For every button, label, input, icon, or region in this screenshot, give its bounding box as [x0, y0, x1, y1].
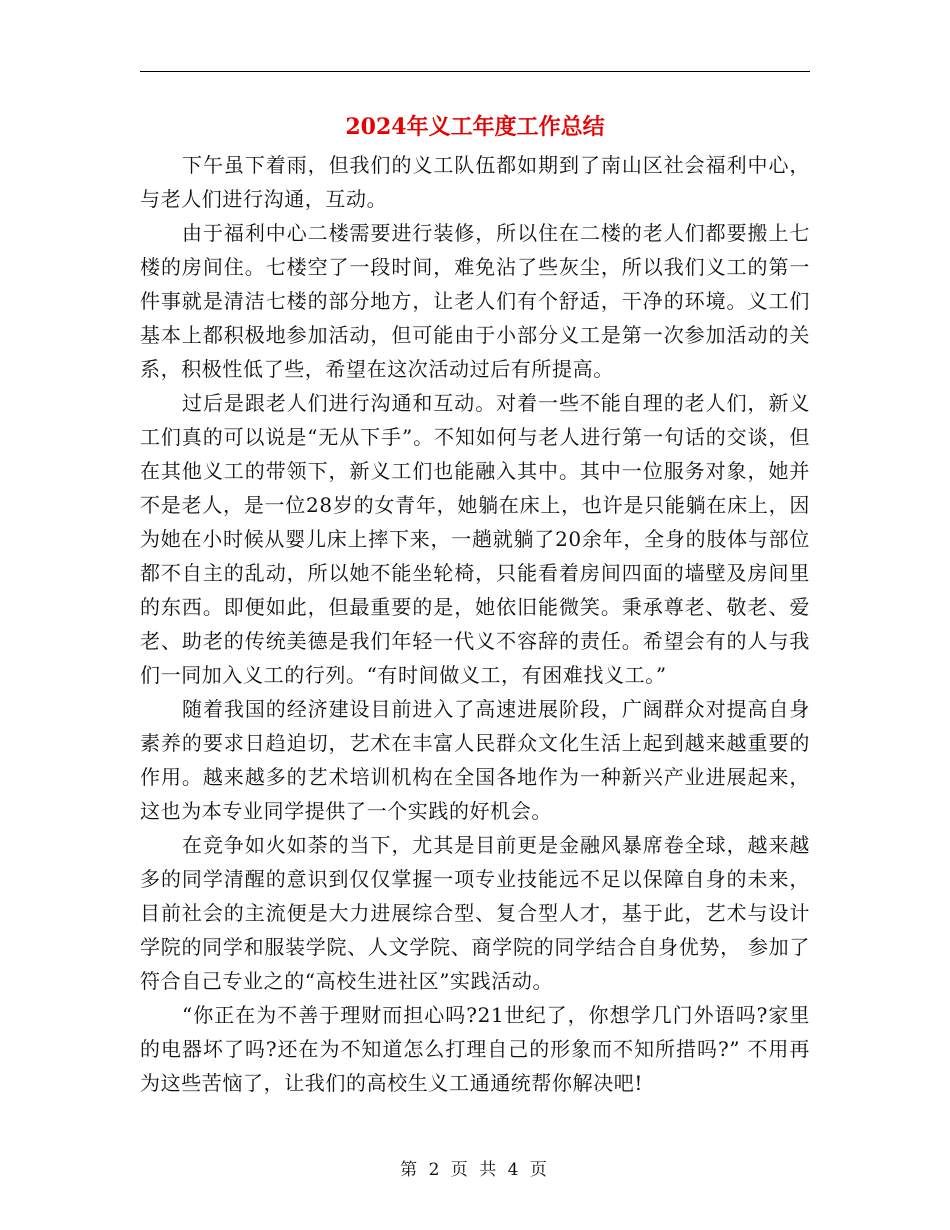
paragraph: 下午虽下着雨，但我们的义工队伍都如期到了南山区社会福利中心，与老人们进行沟通，互动。 — [140, 153, 810, 211]
paragraph: 在竞争如火如荼的当下，尤其是目前更是金融风暴席卷全球，越来越多的同学清醒的意识到仅仅掌握一项专业技能远不足以保障自身的未来，目前社会的主流便是大力进展综合型、复合型人才，基于此，艺术与设计学院的同学和服装学院、人文学院、商学院的同学结合自身优势， 参加了符合自己专业之的“高校生进社区”实践活动。 — [140, 833, 810, 993]
document-body — [140, 148, 810, 1100]
paragraph: 随着我国的经济建设目前进入了高速进展阶段，广阔群众对提高自身素养的要求日趋迫切，艺术在丰富人民群众文化生活上起到越来越重要的作用。越来越多的艺术培训机构在全国各地作为一种新兴产业进展起来，这也为本专业同学提供了一个实践的好机会。 — [140, 697, 810, 823]
page-footer: 第 2 页 共 4 页 — [400, 1160, 550, 1180]
paragraph: 由于福利中心二楼需要进行装修，所以住在二楼的老人们都要搬上七楼的房间住。七楼空了一段时间，难免沾了些灰尘，所以我们义工的第一件事就是清洁七楼的部分地方，让老人们有个舒适，干净的环境。义工们基本上都积极地参加活动，但可能由于小部分义工是第一次参加活动的关系，积极性低了些，希望在这次活动过后有所提高。 — [140, 221, 810, 381]
header-rule — [140, 71, 810, 72]
paragraph: 过后是跟老人们进行沟通和互动。对着一些不能自理的老人们，新义工们真的可以说是“无从下手”。不知如何与老人进行第一句话的交谈，但在其他义工的带领下，新义工们也能融入其中。其中一位服务对象，她并不是老人，是一位28岁的女青年，她躺在床上，也许是只能躺在床上，因为她在小时候从婴儿床上摔下来，一趟就躺了20余年，全身的肢体与部位都不自主的乱动，所以她不能坐轮椅，只能看着房间四面的墙壁及房间里的东西。即便如此，但最重要的是，她依旧能微笑。秉承尊老、敬老、爱老、助老的传统美德是我们年轻一代义不容辞的责任。希望会有的人与我们一同加入义工的行列。“有时间做义工，有困难找义工。” — [140, 391, 810, 687]
document-title: 2024年义工年度工作总结 — [345, 114, 605, 140]
paragraph: “你正在为不善于理财而担心吗?21世纪了，你想学几门外语吗?家里的电器坏了吗?还在为不知道怎么打理自己的形象而不知所措吗?” 不用再为这些苦恼了，让我们的高校生义工通通统帮你解决吧! — [140, 1003, 810, 1095]
